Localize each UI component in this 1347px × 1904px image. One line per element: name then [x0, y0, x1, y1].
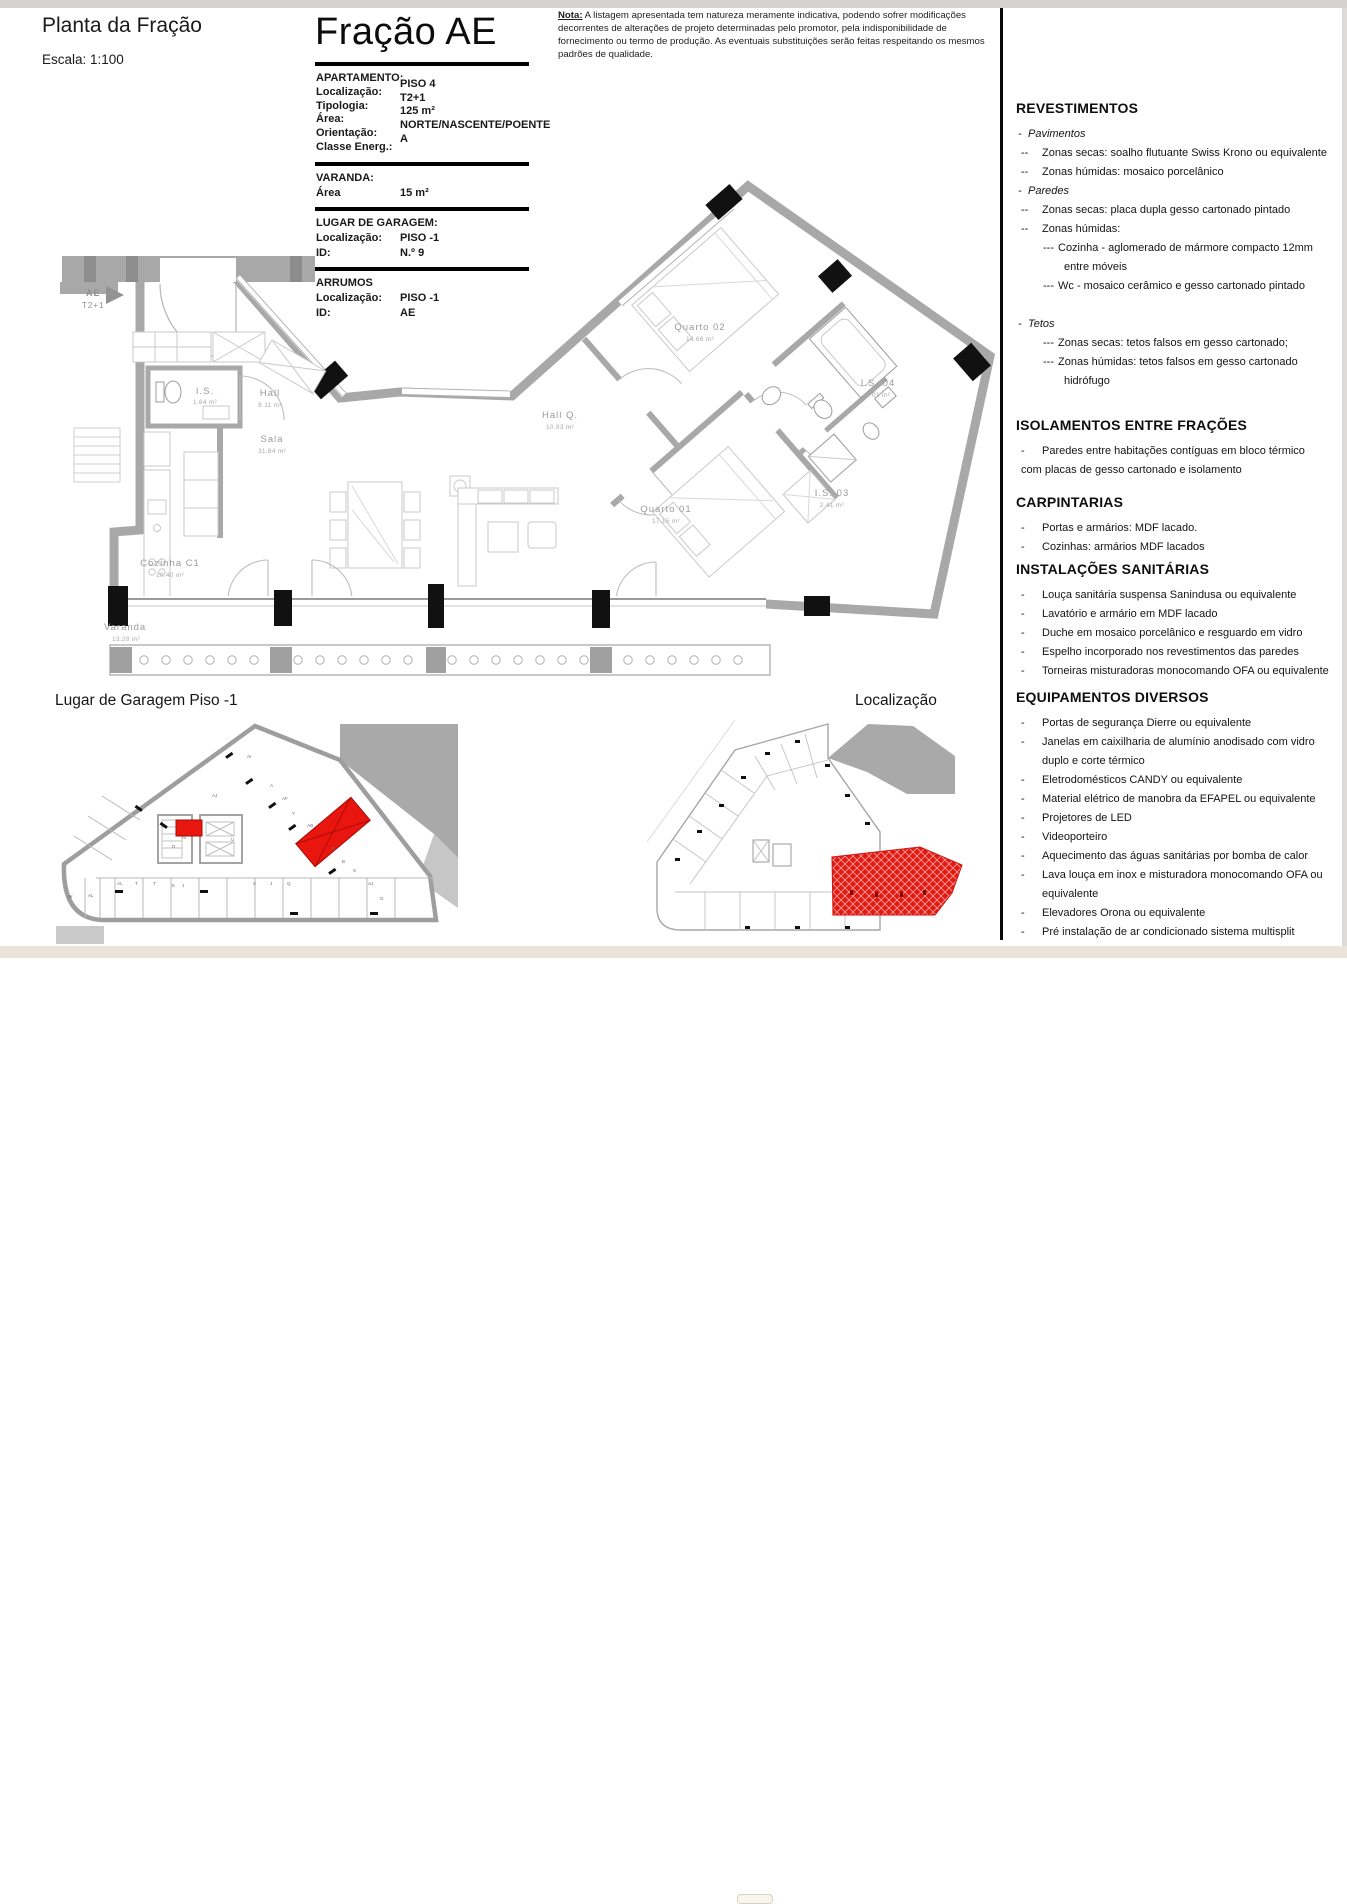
panel-divider: [1000, 8, 1003, 940]
bullet: -: [1021, 522, 1025, 534]
spec-item: [1016, 923, 1336, 942]
note-body: A listagem apresentada tem natureza meramente indicativa, podendo sofrer modificações decorrentes de alterações de projeto determinadas pelo promotor, pela indisponibilidade de fornecimento ou termo de produção. As eventuais substituições serão feitas respeitando os mesmos padrões de qualidade.: [558, 10, 985, 60]
spec-item-text: Wc - mosaico cerâmico e gesso cartonado pintado: [1058, 280, 1306, 292]
stall-label: X: [253, 881, 257, 886]
bullet: --: [1021, 147, 1029, 159]
stall-label: AF: [282, 796, 288, 801]
spec-item: [1016, 315, 1336, 334]
spec-item: [1016, 733, 1336, 752]
spec-item: [1016, 125, 1336, 144]
spec-item: [1016, 182, 1336, 201]
bullet: -: [1021, 736, 1025, 748]
arrumos-label: ID:: [316, 306, 331, 319]
specs-panel: [1016, 100, 1336, 942]
bullet: -: [1021, 831, 1025, 843]
arrumos-value: AE: [400, 306, 416, 319]
room-label-varanda: Varanda: [104, 622, 147, 633]
location-plan: [645, 712, 975, 946]
toilet-tank: [156, 382, 164, 402]
window-top-band: [0, 0, 1347, 8]
garage-block: [315, 211, 529, 271]
spec-item: [1016, 809, 1336, 828]
spec-item: [1016, 353, 1336, 372]
floor-plan: [60, 170, 1000, 690]
varanda-label: Área: [316, 186, 341, 199]
spec-item: [1016, 538, 1336, 557]
stall-label: AI: [247, 754, 252, 759]
room-area-cozinha: 10.40 m²: [155, 572, 185, 579]
spec-item: [1016, 828, 1336, 847]
room-area-quarto01: 17.15 m²: [651, 518, 681, 525]
bullet: -: [1021, 608, 1025, 620]
spec-item-text: equivalente: [1042, 888, 1099, 900]
spec-section: [1016, 689, 1336, 942]
spec-item: [1016, 372, 1336, 391]
spec-section: [1016, 100, 1336, 391]
varanda-value: 15 m²: [400, 186, 429, 199]
room-label-sala: Sala: [260, 434, 284, 445]
building-mass: [828, 724, 955, 794]
bullet: -: [1021, 869, 1025, 881]
spec-section-title: EQUIPAMENTOS DIVERSOS: [1016, 689, 1209, 705]
column: [804, 596, 830, 616]
stall-label: D: [172, 844, 176, 849]
spec-item-text: Cozinhas: armários MDF lacados: [1042, 541, 1205, 553]
spec-item-text: com placas de gesso cartonado e isolamento: [1021, 464, 1242, 476]
room-area-hall: 8.11 m²: [258, 402, 282, 409]
stall-label: S: [353, 868, 357, 873]
unit-tag: AE: [86, 288, 101, 298]
bullet: -: [1021, 907, 1025, 919]
apartment-label: Classe Energ.:: [316, 140, 393, 153]
stall-label: AL: [117, 881, 123, 886]
spec-item-text: Espelho incorporado nos revestimentos das paredes: [1042, 646, 1299, 658]
scrollbar-thumb[interactable]: [737, 1894, 773, 1904]
bullet: -: [1021, 850, 1025, 862]
spec-item-text: Aquecimento das águas sanitárias por bomba de calor: [1042, 850, 1308, 862]
spec-item-text: Louça sanitária suspensa Sanindusa ou equivalente: [1042, 589, 1297, 601]
spec-item: [1016, 258, 1336, 277]
bullet: -: [1021, 445, 1025, 457]
room-label-is03: I.S. 03: [814, 488, 850, 499]
bullet: -: [1018, 185, 1022, 197]
bullet: -: [1021, 627, 1025, 639]
room-label-hall: Hall: [259, 388, 281, 399]
exterior-structures: [74, 428, 120, 482]
garage-header: LUGAR DE GARAGEM:: [316, 217, 438, 230]
garage-value: PISO -1: [400, 232, 440, 245]
room-label-cozinha: Cozinha C1: [140, 558, 200, 569]
spec-item-text: Janelas em caixilharia de alumínio anodisado com vidro: [1042, 736, 1315, 748]
apartment-value: T2+1: [400, 91, 426, 104]
spec-item-text: Portas e armários: MDF lacado.: [1042, 522, 1198, 534]
room-area-is: 1.64 m²: [192, 399, 218, 406]
room-area-is03: 2.41 m²: [819, 502, 845, 509]
bullet: -: [1018, 128, 1022, 140]
stall-label: AB: [307, 823, 314, 828]
bullet: ---: [1043, 280, 1054, 292]
spec-item: [1016, 866, 1336, 885]
stall-label: J: [270, 881, 273, 886]
arrumos-value: PISO -1: [400, 292, 440, 305]
spec-item: [1016, 752, 1336, 771]
page-title: Planta da Fração: [42, 14, 202, 37]
spec-item: [1016, 714, 1336, 733]
spec-item: [1016, 461, 1336, 480]
stall-label: AL: [88, 893, 94, 898]
stall-label: B: [342, 859, 346, 864]
bullet: -: [1021, 926, 1025, 938]
spec-item-text: Lavatório e armário em MDF lacado: [1042, 608, 1218, 620]
spec-item: [1016, 885, 1336, 904]
spec-item-text: Elevadores Orona ou equivalente: [1042, 907, 1206, 919]
arrumos-header: ARRUMOS: [316, 277, 373, 290]
stall-label: T: [153, 881, 156, 886]
spec-section: [1016, 561, 1336, 681]
highlighted-unit-location: [832, 847, 962, 915]
spec-item-text: Pavimentos: [1028, 128, 1086, 140]
bullet: -: [1021, 793, 1025, 805]
bullet: -: [1021, 646, 1025, 658]
room-label-is: I.S.: [195, 386, 215, 397]
spec-section-title: REVESTIMENTOS: [1016, 100, 1139, 116]
apartment-label: Tipologia:: [316, 99, 369, 112]
dining-table: [330, 482, 420, 568]
varanda-block: [315, 166, 529, 212]
stall-label: D: [332, 846, 336, 851]
apartment-value: 125 m²: [400, 105, 435, 118]
apartment-label: Área:: [316, 113, 345, 126]
spec-section: [1016, 494, 1336, 557]
apartment-header: APARTAMENTO:: [316, 72, 404, 84]
stall-label: Q: [287, 881, 291, 886]
spec-item: [1016, 144, 1336, 163]
bullet: --: [1021, 166, 1029, 178]
note-text: [558, 10, 986, 62]
room-area-sala: 31.84 m²: [257, 448, 287, 455]
spec-item-text: Projetores de LED: [1042, 812, 1132, 824]
stall-label: AI: [182, 835, 187, 840]
spec-item: [1016, 586, 1336, 605]
bullet: -: [1021, 774, 1025, 786]
bullet: -: [1018, 318, 1022, 330]
sink: [203, 406, 229, 419]
spec-item-text: entre móveis: [1064, 261, 1127, 273]
bullet: -: [1021, 717, 1025, 729]
spec-item: [1016, 277, 1336, 296]
stall-label: T: [135, 881, 138, 886]
unit-info-table: [315, 8, 551, 327]
apartment-value: PISO 4: [400, 78, 436, 90]
spec-item: [1016, 334, 1336, 353]
spec-item: [1016, 624, 1336, 643]
spec-item-text: Tetos: [1028, 318, 1055, 330]
stall-label: AJ: [368, 881, 374, 886]
stall-label: U: [231, 837, 235, 842]
garage-plan-title: Lugar de Garagem Piso -1: [55, 692, 238, 709]
spec-section-title: CARPINTARIAS: [1016, 494, 1124, 510]
stall-label: AJ: [212, 793, 218, 798]
spec-item-text: Zonas húmidas: mosaico porcelânico: [1042, 166, 1224, 178]
arrumos-block: [315, 271, 529, 327]
spec-item: [1016, 442, 1336, 461]
spec-item-text: Zonas secas: placa dupla gesso cartonado pintado: [1042, 204, 1291, 216]
apartment-value: A: [400, 132, 408, 145]
stall-label: Y: [292, 811, 296, 816]
room-label-is04: I.S. 04: [860, 378, 896, 389]
horizontal-scrollbar[interactable]: [0, 946, 1347, 958]
spec-item-text: Pré instalação de ar condicionado sistema multisplit: [1042, 926, 1295, 938]
spec-item-text: duplo e corte térmico: [1042, 755, 1145, 767]
spec-item-text: Eletrodomésticos CANDY ou equivalente: [1042, 774, 1243, 786]
spec-section: [1016, 417, 1336, 480]
bullet: --: [1021, 204, 1029, 216]
scale-label: Escala: 1:100: [42, 52, 124, 67]
ramp-block: [56, 926, 104, 944]
stall-label: J: [182, 883, 185, 888]
room-area-is04: 5.01 m²: [865, 392, 891, 399]
location-plan-title: Localização: [855, 692, 937, 709]
spec-item-text: hidrófugo: [1064, 375, 1110, 387]
varanda-header: VARANDA:: [316, 171, 374, 184]
stall-label: K: [172, 883, 176, 888]
apartment-value: NORTE/NASCENTE/POENTE: [400, 119, 551, 132]
garage-value: N.º 9: [400, 246, 425, 259]
apartment-label: Localização:: [316, 86, 383, 98]
room-area-varanda: 13.28 m²: [112, 636, 141, 643]
spec-item: [1016, 643, 1336, 662]
stall-label: W: [68, 894, 73, 899]
apartment-label: Orientação:: [316, 127, 378, 140]
stall-label: G: [380, 896, 384, 901]
room-label-quarto02: Quarto 02: [674, 322, 726, 333]
fraction-title: Fração AE: [315, 8, 529, 66]
spec-item: [1016, 790, 1336, 809]
bullet: -: [1021, 665, 1025, 677]
room-label-quarto01: Quarto 01: [640, 504, 692, 515]
spec-item: [1016, 605, 1336, 624]
spec-item-text: Cozinha - aglomerado de mármore compacto 12mm: [1058, 242, 1313, 254]
window-right-band: [1342, 8, 1347, 946]
spec-item-text: Torneiras misturadoras monocomando OFA ou equivalente: [1042, 665, 1329, 677]
apartment-block: [315, 66, 551, 166]
spec-item-text: Lava louça em inox e misturadora monocomando OFA ou: [1042, 869, 1323, 881]
spec-item: [1016, 201, 1336, 220]
spec-item: [1016, 519, 1336, 538]
spec-item-text: Paredes: [1028, 185, 1069, 197]
spec-item-text: Zonas húmidas:: [1042, 223, 1121, 235]
spec-item-text: Zonas secas: soalho flutuante Swiss Krono ou equivalente: [1042, 147, 1327, 159]
elevator-core: [200, 815, 242, 863]
bullet: -: [1021, 541, 1025, 553]
toilet: [165, 381, 181, 403]
spec-item: [1016, 163, 1336, 182]
stall-label: A: [270, 783, 274, 788]
arrumos-label: Localização:: [316, 292, 383, 305]
garage-plan: [40, 712, 460, 946]
bullet: -: [1021, 589, 1025, 601]
room-area-hallq: 10.93 m²: [545, 424, 575, 431]
highlighted-storage-ae: [176, 820, 202, 836]
bullet: ---: [1043, 337, 1054, 349]
room-label-hallq: Hall Q.: [541, 410, 579, 421]
spec-section-title: INSTALAÇÕES SANITÁRIAS: [1016, 561, 1210, 577]
garage-label: ID:: [316, 246, 331, 259]
unit-type: T2+1: [82, 301, 105, 310]
spec-item: [1016, 239, 1336, 258]
bullet: --: [1021, 223, 1029, 235]
room-area-quarto02: 14.66 m²: [685, 336, 715, 343]
spec-section-title: ISOLAMENTOS ENTRE FRAÇÕES: [1016, 417, 1248, 433]
spec-item-text: Zonas húmidas: tetos falsos em gesso cartonado: [1058, 356, 1298, 368]
spec-item-text: Zonas secas: tetos falsos em gesso cartonado;: [1058, 337, 1288, 349]
bullet: ---: [1043, 356, 1054, 368]
spec-item-text: Duche em mosaico porcelânico e resguardo em vidro: [1042, 627, 1303, 639]
spec-item: [1016, 847, 1336, 866]
garage-label: Localização:: [316, 232, 383, 245]
bullet: -: [1021, 812, 1025, 824]
spec-item-text: Material elétrico de manobra da EFAPEL ou equivalente: [1042, 793, 1316, 805]
spec-item: [1016, 904, 1336, 923]
spec-item: [1016, 662, 1336, 681]
spec-item-text: Portas de segurança Dierre ou equivalente: [1042, 717, 1252, 729]
spec-item: [1016, 771, 1336, 790]
balcony: [110, 645, 770, 675]
bullet: ---: [1043, 242, 1054, 254]
note-prefix: Nota:: [558, 10, 583, 21]
spec-item-text: Videoporteiro: [1042, 831, 1108, 843]
spec-item: [1016, 220, 1336, 239]
spec-item-text: Paredes entre habitações contíguas em bloco térmico: [1042, 445, 1305, 457]
